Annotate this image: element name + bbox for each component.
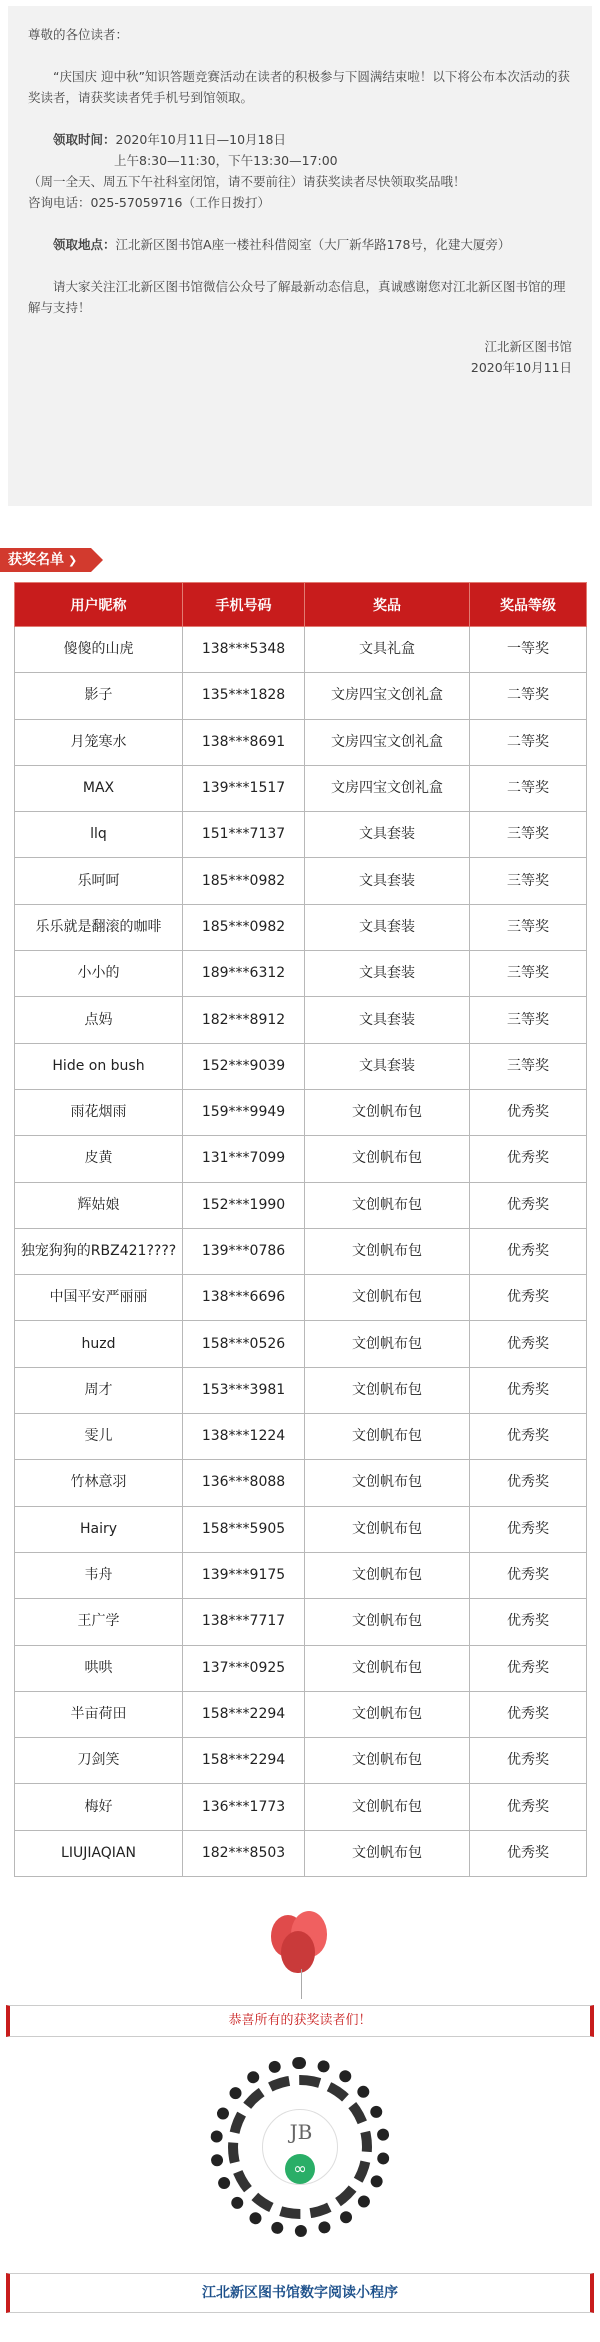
row-prize: 文创帆布包 [305, 1552, 470, 1598]
row-phone: 158***2294 [183, 1691, 305, 1737]
row-level: 二等奖 [470, 719, 587, 765]
balloons-image [265, 1909, 335, 1999]
row-level: 优秀奖 [470, 1552, 587, 1598]
table-row [15, 719, 587, 765]
place-value: 江北新区图书馆A座一楼社科借阅室（大厂新华路178号，化建大厦旁） [115, 237, 511, 252]
table-row [15, 1321, 587, 1367]
row-prize: 文创帆布包 [305, 1367, 470, 1413]
qr-center [262, 2109, 338, 2185]
table-row [15, 1414, 587, 1460]
row-prize: 文创帆布包 [305, 1784, 470, 1830]
row-nickname: 王广学 [15, 1599, 183, 1645]
row-nickname: 皮黄 [15, 1136, 183, 1182]
row-nickname: 韦舟 [15, 1552, 183, 1598]
table-row [15, 765, 587, 811]
row-prize: 文具套装 [305, 858, 470, 904]
row-level: 优秀奖 [470, 1136, 587, 1182]
notice-place [28, 234, 572, 255]
signature-org: 江北新区图书馆 [484, 339, 572, 354]
row-level: 优秀奖 [470, 1182, 587, 1228]
row-prize: 文房四宝文创礼盒 [305, 765, 470, 811]
row-level: 三等奖 [470, 997, 587, 1043]
row-phone: 189***6312 [183, 951, 305, 997]
row-level: 二等奖 [470, 765, 587, 811]
row-prize: 文创帆布包 [305, 1089, 470, 1135]
row-nickname: Hairy [15, 1506, 183, 1552]
table-row [15, 1228, 587, 1274]
row-nickname: 小小的 [15, 951, 183, 997]
row-phone: 151***7137 [183, 812, 305, 858]
table-row [15, 1506, 587, 1552]
time-label: 领取时间： [53, 132, 116, 147]
row-nickname: 辉姑娘 [15, 1182, 183, 1228]
table-row [15, 1691, 587, 1737]
wechat-mini-program-icon: ∞ [285, 2154, 315, 2184]
row-nickname: 刀剑笑 [15, 1738, 183, 1784]
table-row [15, 1275, 587, 1321]
row-prize: 文创帆布包 [305, 1136, 470, 1182]
row-nickname: 梅好 [15, 1784, 183, 1830]
row-nickname: huzd [15, 1321, 183, 1367]
row-phone: 135***1828 [183, 673, 305, 719]
row-phone: 138***6696 [183, 1275, 305, 1321]
library-logo-icon: JB [289, 2120, 313, 2145]
mini-program-code[interactable] [210, 2057, 390, 2237]
mini-program-title: 江北新区图书馆数字阅读小程序 [6, 2273, 594, 2313]
header-level: 奖品等级 [470, 583, 587, 627]
row-phone: 139***0786 [183, 1228, 305, 1274]
row-level: 优秀奖 [470, 1738, 587, 1784]
chevron-right-icon: ❯ [68, 554, 78, 567]
table-row [15, 1784, 587, 1830]
row-prize: 文创帆布包 [305, 1645, 470, 1691]
row-phone: 138***8691 [183, 719, 305, 765]
notice-intro: “庆国庆 迎中秋”知识答题竞赛活动在读者的积极参与下圆满结束啦！以下将公布本次活动的获奖读者，请获奖读者凭手机号到馆领取。 [28, 69, 570, 105]
winners-table-body [15, 627, 587, 1877]
row-nickname: 竹林意羽 [15, 1460, 183, 1506]
table-row [15, 1738, 587, 1784]
row-phone: 158***2294 [183, 1738, 305, 1784]
row-phone: 152***9039 [183, 1043, 305, 1089]
table-row [15, 1460, 587, 1506]
signature-date: 2020年10月11日 [470, 360, 572, 375]
row-prize: 文具套装 [305, 997, 470, 1043]
row-prize: 文创帆布包 [305, 1228, 470, 1274]
congrats-bar: 恭喜所有的获奖读者们！ [6, 2005, 594, 2037]
row-prize: 文具套装 [305, 904, 470, 950]
row-nickname: 中国平安严丽丽 [15, 1275, 183, 1321]
notice-salutation: 尊敬的各位读者： [28, 27, 129, 42]
row-phone: 185***0982 [183, 904, 305, 950]
table-row [15, 1645, 587, 1691]
row-prize: 文创帆布包 [305, 1414, 470, 1460]
table-header-row [15, 583, 587, 627]
row-level: 优秀奖 [470, 1367, 587, 1413]
row-nickname: 半亩荷田 [15, 1691, 183, 1737]
notice-closing: 请大家关注江北新区图书馆微信公众号了解最新动态信息，真诚感谢您对江北新区图书馆的理解与支持！ [28, 279, 566, 315]
row-prize: 文创帆布包 [305, 1275, 470, 1321]
notice-box [8, 6, 592, 506]
row-prize: 文创帆布包 [305, 1460, 470, 1506]
row-level: 优秀奖 [470, 1089, 587, 1135]
table-row [15, 904, 587, 950]
row-prize: 文房四宝文创礼盒 [305, 673, 470, 719]
row-level: 三等奖 [470, 951, 587, 997]
row-phone: 158***0526 [183, 1321, 305, 1367]
winners-table [14, 582, 587, 1877]
table-row [15, 997, 587, 1043]
row-level: 优秀奖 [470, 1645, 587, 1691]
row-nickname: LIUJIAQIAN [15, 1830, 183, 1876]
row-nickname: 傻傻的山虎 [15, 627, 183, 673]
balloon-string [301, 1969, 302, 1999]
row-nickname: 影子 [15, 673, 183, 719]
row-nickname: 点妈 [15, 997, 183, 1043]
row-phone: 139***9175 [183, 1552, 305, 1598]
row-phone: 138***7717 [183, 1599, 305, 1645]
winners-tag-row [0, 548, 600, 574]
row-phone: 158***5905 [183, 1506, 305, 1552]
row-nickname: 乐乐就是翻滚的咖啡 [15, 904, 183, 950]
row-nickname: Hide on bush [15, 1043, 183, 1089]
balloon-shape [281, 1931, 315, 1973]
winners-tag [0, 548, 91, 572]
row-nickname: 月笼寒水 [15, 719, 183, 765]
header-prize: 奖品 [305, 583, 470, 627]
notice-phone: 咨询电话：025-57059716（工作日拨打） [28, 195, 270, 210]
row-prize: 文创帆布包 [305, 1599, 470, 1645]
table-row [15, 1599, 587, 1645]
row-prize: 文具套装 [305, 812, 470, 858]
row-prize: 文创帆布包 [305, 1506, 470, 1552]
row-level: 优秀奖 [470, 1506, 587, 1552]
row-phone: 136***8088 [183, 1460, 305, 1506]
table-row [15, 1552, 587, 1598]
row-phone: 182***8912 [183, 997, 305, 1043]
row-nickname: 雯儿 [15, 1414, 183, 1460]
row-level: 优秀奖 [470, 1830, 587, 1876]
row-level: 优秀奖 [470, 1414, 587, 1460]
row-phone: 136***1773 [183, 1784, 305, 1830]
row-level: 优秀奖 [470, 1784, 587, 1830]
row-level: 三等奖 [470, 812, 587, 858]
row-nickname: 雨花烟雨 [15, 1089, 183, 1135]
row-prize: 文创帆布包 [305, 1830, 470, 1876]
time-value: 2020年10月11日—10月18日 [115, 132, 286, 147]
row-nickname: 独宠狗狗的RBZ421???? [15, 1228, 183, 1274]
header-nickname: 用户昵称 [15, 583, 183, 627]
row-phone: 139***1517 [183, 765, 305, 811]
row-phone: 159***9949 [183, 1089, 305, 1135]
row-level: 二等奖 [470, 673, 587, 719]
row-prize: 文创帆布包 [305, 1738, 470, 1784]
table-row [15, 951, 587, 997]
table-row [15, 1043, 587, 1089]
row-phone: 185***0982 [183, 858, 305, 904]
row-phone: 137***0925 [183, 1645, 305, 1691]
table-row [15, 1136, 587, 1182]
row-phone: 153***3981 [183, 1367, 305, 1413]
table-row [15, 1089, 587, 1135]
row-level: 优秀奖 [470, 1275, 587, 1321]
row-nickname: llq [15, 812, 183, 858]
table-row [15, 858, 587, 904]
row-level: 优秀奖 [470, 1460, 587, 1506]
row-prize: 文房四宝文创礼盒 [305, 719, 470, 765]
winners-tag-label: 获奖名单 [8, 552, 64, 568]
place-label: 领取地点： [53, 237, 116, 252]
row-prize: 文具礼盒 [305, 627, 470, 673]
row-nickname: 哄哄 [15, 1645, 183, 1691]
row-level: 优秀奖 [470, 1228, 587, 1274]
row-phone: 152***1990 [183, 1182, 305, 1228]
row-prize: 文创帆布包 [305, 1182, 470, 1228]
notice-time-note: （周一全天、周五下午社科室闭馆，请不要前往）请获奖读者尽快领取奖品哦！ [28, 174, 466, 189]
row-prize: 文具套装 [305, 1043, 470, 1089]
header-phone: 手机号码 [183, 583, 305, 627]
row-nickname: MAX [15, 765, 183, 811]
row-level: 三等奖 [470, 1043, 587, 1089]
table-row [15, 627, 587, 673]
row-nickname: 周才 [15, 1367, 183, 1413]
row-nickname: 乐呵呵 [15, 858, 183, 904]
row-level: 优秀奖 [470, 1321, 587, 1367]
row-prize: 文创帆布包 [305, 1691, 470, 1737]
row-level: 三等奖 [470, 858, 587, 904]
row-phone: 182***8503 [183, 1830, 305, 1876]
notice-time [28, 129, 572, 150]
row-level: 优秀奖 [470, 1599, 587, 1645]
row-phone: 138***1224 [183, 1414, 305, 1460]
row-level: 优秀奖 [470, 1691, 587, 1737]
row-level: 三等奖 [470, 904, 587, 950]
table-row [15, 1182, 587, 1228]
row-phone: 131***7099 [183, 1136, 305, 1182]
row-phone: 138***5348 [183, 627, 305, 673]
row-prize: 文创帆布包 [305, 1321, 470, 1367]
table-row [15, 812, 587, 858]
table-row [15, 1367, 587, 1413]
row-level: 一等奖 [470, 627, 587, 673]
table-row [15, 673, 587, 719]
row-prize: 文具套装 [305, 951, 470, 997]
table-row [15, 1830, 587, 1876]
notice-hours: 上午8:30—11:30，下午13:30—17:00 [114, 153, 338, 168]
